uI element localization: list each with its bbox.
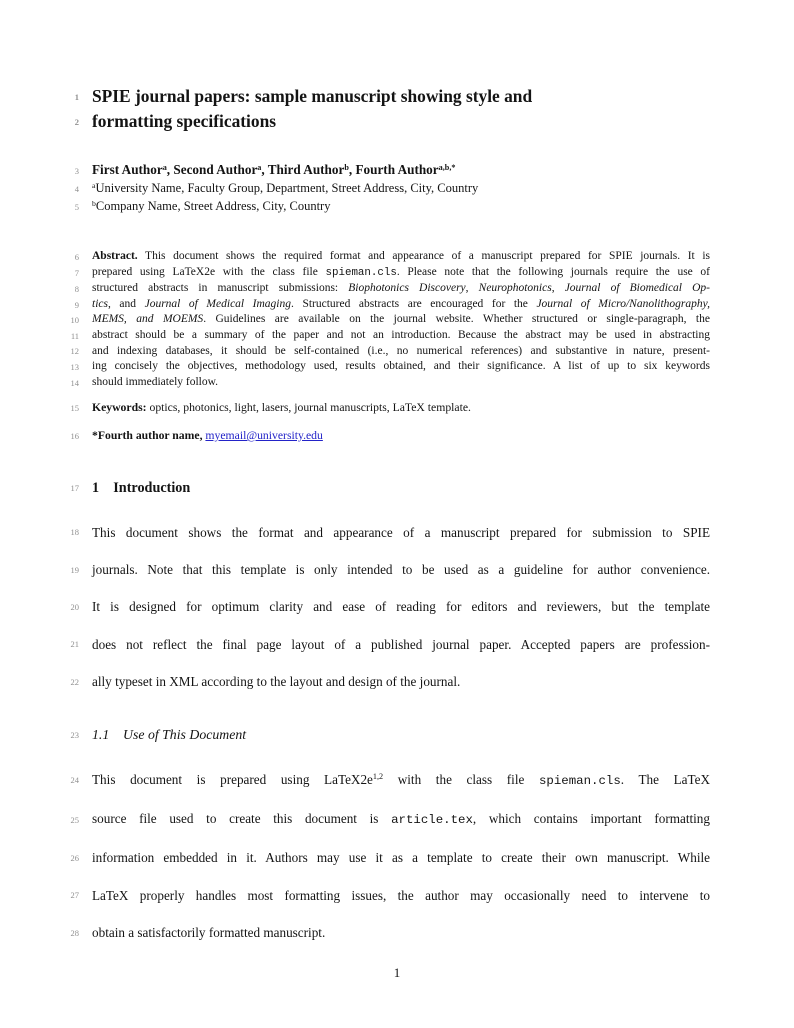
line-content: [92, 199, 330, 213]
block-affiliations: [74, 180, 710, 216]
text-segment: information embedded in it. Authors may use it as a template to create their own manuscript. While: [92, 850, 710, 866]
line-number: 27: [70, 890, 79, 901]
text-segment: optics, photonics, light, lasers, journal manuscripts, LaTeX template.: [146, 401, 471, 415]
line-number: 13: [70, 361, 79, 372]
doc-line: [70, 588, 710, 625]
line-number: 8: [74, 283, 79, 294]
doc-line: [70, 359, 710, 375]
text-segment: journals. Note that this template is only intended to be used as a guideline for author convenience.: [92, 561, 710, 577]
text-segment: a,b,*: [438, 162, 456, 172]
text-segment: . The LaTeX: [620, 771, 710, 787]
doc-line: [70, 375, 710, 391]
line-number: 3: [74, 165, 79, 176]
line-content: [92, 480, 190, 496]
line-number: 17: [70, 482, 79, 493]
text-segment: abstract should be a summary of the paper and not an introduction. Because the abstract may be used in abstracting: [92, 328, 710, 341]
line-number: 4: [74, 183, 79, 194]
line-number: 23: [70, 729, 79, 740]
text-segment: b: [92, 199, 96, 209]
text-segment: This document shows the format and appearance of a manuscript prepared for submission to SPIE: [92, 524, 710, 540]
page-number: 1: [393, 965, 401, 980]
line-content: [92, 562, 710, 577]
line-content: [92, 86, 532, 106]
text-segment: , Second Author: [166, 162, 258, 177]
line-number: 18: [70, 526, 79, 537]
doc-line: [70, 663, 710, 700]
line-number: 15: [70, 402, 79, 413]
block-authors: [74, 161, 710, 180]
block-keywords: [70, 400, 710, 416]
line-number: 26: [70, 852, 79, 863]
line-content: [92, 772, 710, 787]
line-content: [92, 111, 276, 131]
line-number: 1: [74, 91, 79, 102]
line-content: [92, 727, 246, 742]
text-segment: It is designed for optimum clarity and ease of reading for editors and reviewers, but the template: [92, 599, 710, 615]
page-footer: [0, 966, 794, 980]
text-segment: obtain a satisfactorily formatted manuscript.: [92, 925, 326, 941]
text-segment: spieman.cls: [325, 266, 397, 279]
line-number: 9: [74, 299, 79, 310]
line-content: [92, 401, 471, 414]
doc-line: [74, 281, 710, 297]
line-content: [92, 313, 710, 325]
line-number: 5: [74, 201, 79, 212]
text-segment: This document shows the required format and appearance of a manuscript prepared for SPIE journals. It is: [137, 250, 710, 262]
doc-line: [74, 249, 710, 265]
doc-line: [70, 839, 710, 876]
text-segment: spieman.cls: [538, 773, 621, 788]
line-content: [92, 266, 710, 278]
line-content: [92, 345, 710, 357]
line-number: 24: [70, 775, 79, 786]
doc-line: [70, 800, 710, 839]
text-segment: . Guidelines are available on the journal website. Whether structured or single-paragraph, the: [203, 313, 710, 326]
text-segment: does not reflect the final page layout of a published journal paper. Accepted papers are profession-: [92, 636, 710, 652]
doc-line: [70, 514, 710, 551]
text-segment: b: [344, 162, 349, 172]
line-number: 7: [74, 267, 79, 278]
line-content: [92, 250, 710, 262]
text-segment: . Structured abstracts are encouraged for the: [291, 297, 537, 310]
text-segment: should immediately follow.: [92, 375, 219, 388]
doc-line: [74, 265, 711, 282]
line-content: [92, 850, 710, 865]
line-number: 19: [70, 564, 79, 575]
block-section-introduction: [70, 479, 710, 497]
line-number: 16: [70, 430, 79, 441]
text-segment: , and: [107, 297, 145, 310]
text-segment: formatting specifications: [92, 111, 277, 131]
text-segment: a: [257, 162, 262, 172]
text-segment: Neurophotonics: [478, 282, 552, 295]
line-content: [92, 181, 478, 195]
text-segment: ,: [551, 282, 565, 295]
text-segment: . Please note that the following journals require the use of: [396, 265, 711, 278]
text-segment: , Fourth Author: [348, 162, 439, 177]
doc-line: [70, 726, 710, 744]
doc-line: [74, 161, 710, 180]
doc-line: [70, 626, 710, 663]
text-segment: Journal of Biomedical Op-: [564, 282, 710, 295]
text-segment: University Name, Faculty Group, Department, Street Address, City, Country: [95, 181, 479, 195]
doc-line: [74, 109, 710, 134]
text-segment: ,: [465, 282, 479, 295]
doc-line: [74, 297, 710, 313]
text-segment: LaTeX properly handles most formatting issues, the author may occasionally need to intervene to: [92, 887, 710, 903]
text-segment: tics: [92, 297, 108, 310]
text-segment: Journal of Micro/Nanolithography,: [536, 297, 710, 310]
text-segment: MEMS, and MOEMS: [92, 313, 204, 326]
line-content: [92, 599, 710, 614]
line-number: 12: [70, 346, 79, 357]
block-corresponding-author: [70, 428, 710, 444]
doc-line: [74, 180, 710, 198]
text-segment: 1 Introduction: [92, 479, 191, 496]
text-segment: structured abstracts in manuscript submissions:: [92, 282, 349, 295]
line-number: 25: [70, 814, 79, 825]
line-number: 14: [70, 377, 79, 388]
doc-line: [70, 428, 710, 444]
block-title: [74, 84, 710, 134]
text-segment: a: [162, 162, 167, 172]
line-content: [92, 376, 218, 388]
text-segment: ing concisely the objectives, methodology used, results obtained, and their significance. A list of up to six keywords: [92, 360, 710, 373]
line-number: 21: [70, 639, 79, 650]
block-subsection-use-of-this-document: [70, 726, 710, 744]
text-segment: *Fourth author name,: [92, 428, 206, 442]
doc-line: [70, 344, 710, 360]
line-content: [92, 429, 323, 442]
doc-line: [70, 914, 710, 951]
doc-line: [70, 551, 710, 588]
text-segment: 1.1 Use of This Document: [92, 726, 247, 742]
text-segment: SPIE journal papers: sample manuscript showing style and: [92, 86, 533, 106]
text-segment: and indexing databases, it should be self-contained (i.e., no numerical references) and substantive in nature, present-: [92, 344, 710, 357]
line-number: 10: [70, 314, 79, 325]
doc-line: [70, 479, 710, 497]
line-content: [92, 637, 710, 652]
doc-line: [70, 328, 710, 344]
line-number: 2: [74, 116, 79, 127]
block-abstract: [70, 249, 711, 390]
doc-line: [70, 877, 710, 914]
text-segment: , Third Author: [261, 162, 345, 177]
doc-line: [70, 400, 710, 416]
line-number: 11: [70, 330, 79, 341]
line-content: [92, 525, 710, 540]
text-segment: Journal of Medical Imaging: [144, 297, 292, 310]
text-segment: Company Name, Street Address, City, Country: [95, 199, 331, 213]
text-segment: a: [92, 181, 96, 191]
text-segment: Keywords:: [92, 401, 147, 415]
line-number: 28: [70, 927, 79, 938]
line-number: 6: [74, 251, 79, 262]
text-segment: with the class file: [383, 771, 539, 787]
text-segment: , which contains important formatting: [472, 810, 710, 826]
doc-line: [74, 84, 710, 109]
block-paragraph-1: [70, 514, 710, 701]
doc-line: [70, 312, 710, 328]
doc-line: [70, 761, 710, 800]
line-content: [92, 811, 710, 826]
line-content: [92, 282, 710, 294]
line-number: 20: [70, 601, 79, 612]
line-content: [92, 674, 460, 689]
doc-line: [74, 198, 710, 216]
email-link[interactable]: myemail@university.edu: [205, 428, 323, 442]
text-segment: source file used to create this document is: [92, 810, 392, 826]
line-content: [92, 162, 455, 177]
text-segment: 1,2: [372, 772, 384, 782]
line-content: [92, 360, 710, 372]
line-content: [92, 925, 325, 940]
text-segment: This document is prepared using LaTeX2e: [92, 771, 373, 787]
text-segment: First Author: [92, 162, 163, 177]
manuscript-content: [70, 84, 711, 952]
line-content: [92, 888, 710, 903]
text-segment: prepared using LaTeX2e with the class file: [92, 265, 326, 278]
line-content: [92, 298, 710, 310]
line-number: 22: [70, 676, 79, 687]
text-segment: Abstract.: [92, 250, 138, 262]
block-paragraph-2: [70, 761, 710, 952]
text-segment: Biophotonics Discovery: [348, 282, 466, 295]
text-segment: article.tex: [391, 812, 473, 827]
line-content: [92, 329, 710, 341]
text-segment: ally typeset in XML according to the layout and design of the journal.: [92, 674, 461, 690]
